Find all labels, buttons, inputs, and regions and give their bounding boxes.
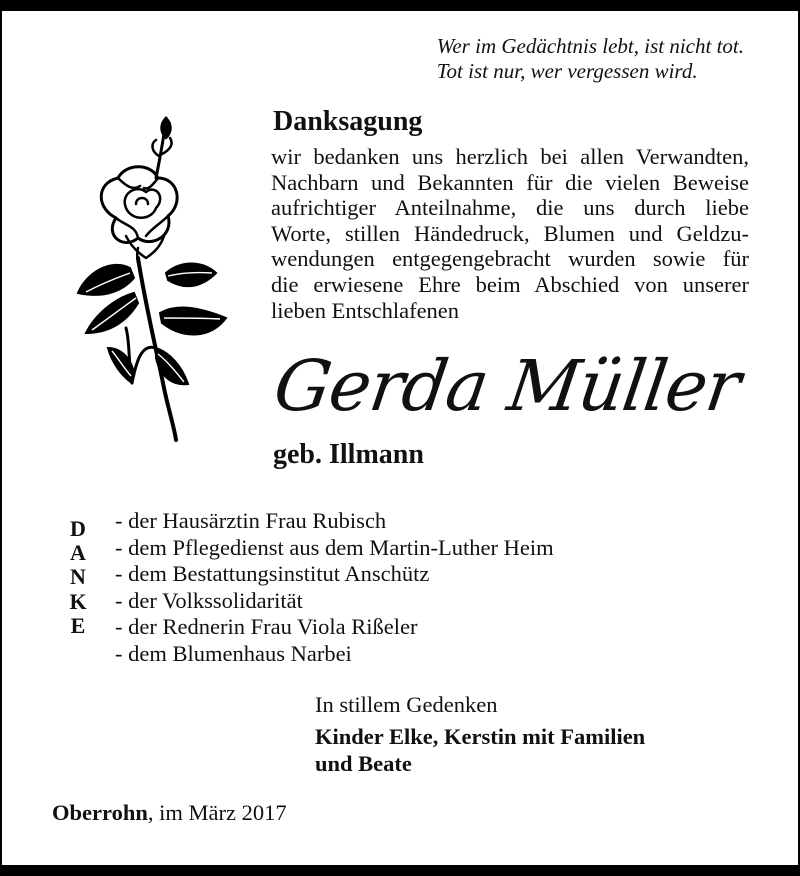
danke-letter: D bbox=[70, 516, 86, 541]
intro-line: Nachbarn und Bekannten für die vielen Beweise bbox=[271, 169, 749, 195]
intro-line: die erwiesene Ehre beim Abschied von unserer bbox=[271, 271, 749, 297]
date: , im März 2017 bbox=[147, 800, 287, 825]
heading-danksagung: Danksagung bbox=[273, 106, 423, 137]
intro-line: wir bedanken uns herzlich bei allen Verwandten, bbox=[271, 144, 749, 169]
list-item: - der Hausärztin Frau Rubisch bbox=[115, 508, 387, 533]
list-item: - dem Blumenhaus Narbei bbox=[115, 640, 352, 666]
rose-illustration bbox=[56, 108, 236, 444]
in-memory-text: In stillem Gedenken bbox=[315, 692, 498, 717]
motto-line-2: Tot ist nur, wer vergessen wird. bbox=[436, 59, 698, 83]
list-item: - der Rednerin Frau Viola Rißeler bbox=[115, 614, 418, 639]
deceased-name: Gerda Müller bbox=[269, 345, 745, 427]
list-item: - der Volkssolidarität bbox=[115, 587, 303, 613]
danke-letter: K bbox=[69, 588, 87, 614]
motto bbox=[437, 34, 744, 84]
thanks-list bbox=[115, 508, 554, 667]
list-item: - dem Bestattungsinstitut Anschütz bbox=[115, 561, 430, 586]
intro-line: wendungen entgegengebracht wurden sowie für bbox=[271, 246, 749, 272]
danke-letter: N bbox=[70, 564, 86, 590]
list-item: - dem Pflegedienst aus dem Martin-Luther Heim bbox=[115, 534, 554, 560]
family-line-1: Kinder Elke, Kerstin mit Familien bbox=[315, 724, 646, 749]
family-signature bbox=[315, 724, 645, 777]
intro-paragraph bbox=[271, 144, 749, 323]
place: Oberrohn bbox=[52, 800, 148, 825]
intro-line: aufrichtiger Anteilnahme, die uns durch liebe bbox=[271, 195, 749, 221]
motto-line-1: Wer im Gedächtnis lebt, ist nicht tot. bbox=[436, 34, 744, 58]
family-line-2: und Beate bbox=[315, 750, 412, 776]
maiden-name: geb. Illmann bbox=[273, 439, 424, 470]
danke-letter: E bbox=[70, 612, 86, 638]
intro-line: Worte, stillen Händedruck, Blumen und Geldzu- bbox=[271, 220, 749, 246]
place-date bbox=[52, 800, 287, 826]
intro-line: lieben Entschlafenen bbox=[271, 297, 460, 323]
danke-letter: A bbox=[70, 540, 86, 566]
danke-vertical bbox=[64, 517, 92, 638]
